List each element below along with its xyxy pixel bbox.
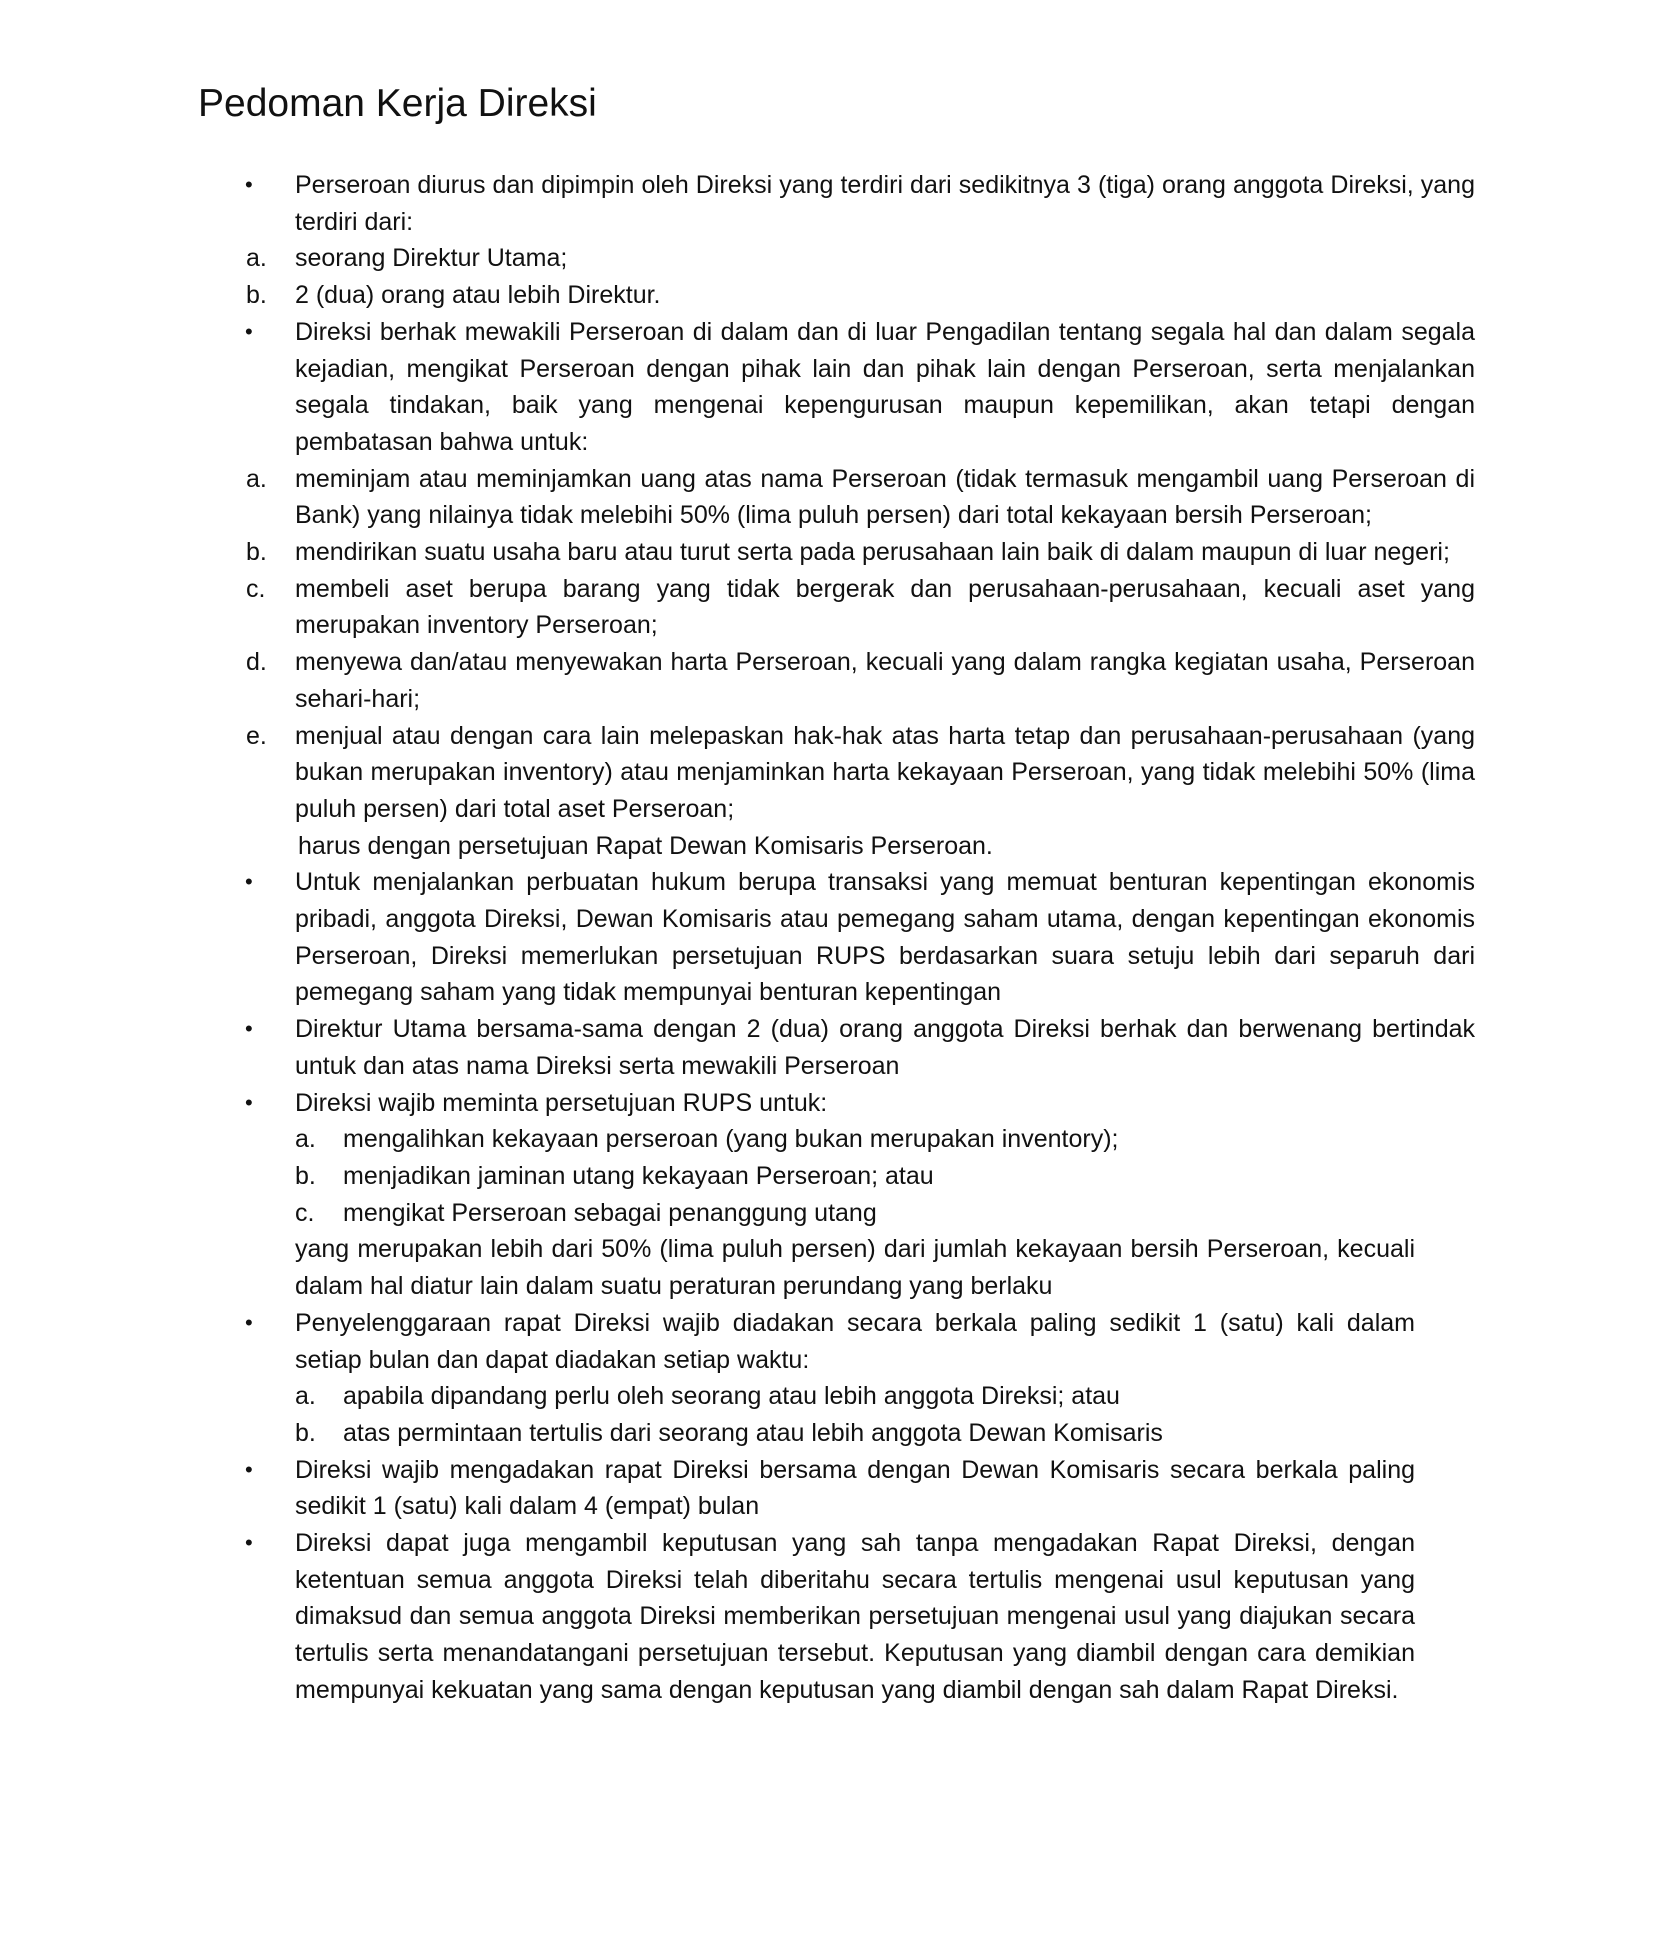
paragraph-text: menjual atau dengan cara lain melepaskan hak-hak atas harta tetap dan perusahaan-perusahaan (yang bukan merupakan inventory) atau menjaminkan harta kekayaan Perseroan, yang tidak melebihi 50% (lima puluh persen) dari total aset Perseroan;	[295, 721, 1475, 823]
list-item	[295, 1195, 1413, 1232]
list-item	[246, 718, 1475, 828]
list-item	[245, 1525, 1415, 1709]
paragraph-text: seorang Direktur Utama;	[295, 244, 568, 273]
paragraph-text: yang merupakan lebih dari 50% (lima puluh persen) dari jumlah kekayaan bersih Perseroan, kecuali dalam hal diatur lain dalam suatu peraturan perundang yang berlaku	[295, 1235, 1415, 1301]
list-marker: a.	[295, 1382, 316, 1411]
list-item	[246, 240, 1475, 277]
list-item	[246, 534, 1475, 571]
paragraph-text: menyewa dan/atau menyewakan harta Perseroan, kecuali yang dalam rangka kegiatan usaha, Perseroan sehari-hari;	[295, 648, 1475, 713]
list-marker: a.	[246, 464, 267, 493]
paragraph-text: Direksi wajib mengadakan rapat Direksi bersama dengan Dewan Komisaris secara berkala paling sedikit 1 (satu) kali dalam 4 (empat) bulan	[295, 1455, 1415, 1521]
bullet-marker: •	[245, 1456, 253, 1482]
page-title: Pedoman Kerja Direksi	[198, 82, 597, 125]
list-marker: a.	[295, 1125, 316, 1154]
list-item	[295, 1121, 1413, 1158]
continuation-paragraph	[298, 828, 1478, 865]
bullet-marker: •	[245, 1530, 253, 1556]
continuation-paragraph	[295, 1231, 1415, 1304]
document-body	[0, 167, 1654, 1709]
list-item	[246, 461, 1475, 534]
list-item	[245, 314, 1475, 461]
paragraph-text: Untuk menjalankan perbuatan hukum berupa transaksi yang memuat benturan kepentingan ekonomis pribadi, anggota Direksi, Dewan Komisaris atau pemegang saham utama, dengan kepentingan ekonomis Perseroan, Direksi memerlukan persetujuan RUPS berdasarkan suara setuju lebih dari separuh dari pemegang saham yang tidak mempunyai benturan kepentingan	[295, 868, 1475, 1007]
paragraph-text: Penyelenggaraan rapat Direksi wajib diadakan secara berkala paling sedikit 1 (satu) kali dalam setiap bulan dan dapat diadakan setiap waktu:	[295, 1308, 1415, 1374]
paragraph-text: atas permintaan tertulis dari seorang atau lebih anggota Dewan Komisaris	[343, 1418, 1163, 1447]
list-item	[246, 277, 1475, 314]
list-item	[245, 1085, 1475, 1122]
list-marker: b.	[246, 538, 267, 567]
bullet-marker: •	[245, 1089, 253, 1115]
paragraph-text: apabila dipandang perlu oleh seorang atau lebih anggota Direksi; atau	[343, 1382, 1120, 1411]
list-item	[295, 1415, 1413, 1452]
list-item	[295, 1158, 1413, 1195]
list-marker: c.	[246, 574, 266, 603]
list-item	[295, 1378, 1413, 1415]
paragraph-text: 2 (dua) orang atau lebih Direktur.	[295, 281, 661, 310]
list-item	[245, 1305, 1415, 1378]
list-marker: b.	[295, 1418, 316, 1447]
bullet-marker: •	[245, 1309, 253, 1335]
paragraph-text: membeli aset berupa barang yang tidak bergerak dan perusahaan-perusahaan, kecuali aset yang merupakan inventory Perseroan;	[295, 574, 1475, 640]
list-item	[246, 644, 1475, 717]
list-marker: b.	[295, 1161, 316, 1190]
list-marker: e.	[246, 721, 267, 750]
paragraph-text: harus dengan persetujuan Rapat Dewan Komisaris Perseroan.	[298, 831, 993, 860]
list-marker: d.	[246, 648, 267, 677]
paragraph-text: meminjam atau meminjamkan uang atas nama Perseroan (tidak termasuk mengambil uang Perseroan di Bank) yang nilainya tidak melebihi 50% (lima puluh persen) dari total kekayaan bersih Perseroan;	[295, 464, 1475, 530]
paragraph-text: Direksi berhak mewakili Perseroan di dalam dan di luar Pengadilan tentang segala hal dan dalam segala kejadian, mengikat Perseroan dengan pihak lain dan pihak lain dengan Perseroan, serta menjalankan segala tindakan, baik yang mengenai kepengurusan maupun kepemilikan, akan tetapi dengan pembatasan bahwa untuk:	[295, 317, 1475, 456]
list-marker: b.	[246, 281, 267, 310]
paragraph-text: mengalihkan kekayaan perseroan (yang bukan merupakan inventory);	[343, 1125, 1119, 1154]
list-marker: a.	[246, 244, 267, 273]
bullet-marker: •	[245, 318, 253, 344]
paragraph-text: menjadikan jaminan utang kekayaan Perseroan; atau	[343, 1161, 934, 1190]
bullet-marker: •	[245, 172, 253, 197]
paragraph-text: Direksi wajib meminta persetujuan RUPS untuk:	[295, 1088, 828, 1117]
list-item	[245, 167, 1475, 240]
paragraph-text: mendirikan suatu usaha baru atau turut serta pada perusahaan lain baik di dalam maupun di luar negeri;	[295, 538, 1450, 567]
list-item	[245, 864, 1475, 1011]
list-item	[246, 571, 1475, 644]
list-item	[245, 1452, 1415, 1525]
bullet-marker: •	[245, 1016, 253, 1042]
bullet-marker: •	[245, 869, 253, 895]
paragraph-text: Direksi dapat juga mengambil keputusan yang sah tanpa mengadakan Rapat Direksi, dengan ketentuan semua anggota Direksi telah diberitahu secara tertulis mengenai usul keputusan yang dimaksud dan semua anggota Direksi memberikan persetujuan mengenai usul yang diajukan secara tertulis serta menandatangani persetujuan tersebut. Keputusan yang diambil dengan cara demikian mempunyai kekuatan yang sama dengan keputusan yang diambil dengan sah dalam Rapat Direksi.	[295, 1529, 1415, 1704]
paragraph-text: Perseroan diurus dan dipimpin oleh Direksi yang terdiri dari sedikitnya 3 (tiga) orang anggota Direksi, yang terdiri dari:	[295, 171, 1475, 236]
list-marker: c.	[295, 1198, 315, 1227]
list-item	[245, 1011, 1475, 1084]
paragraph-text: Direktur Utama bersama-sama dengan 2 (dua) orang anggota Direksi berhak dan berwenang bertindak untuk dan atas nama Direksi serta mewakili Perseroan	[295, 1015, 1475, 1080]
paragraph-text: mengikat Perseroan sebagai penanggung utang	[343, 1198, 877, 1227]
